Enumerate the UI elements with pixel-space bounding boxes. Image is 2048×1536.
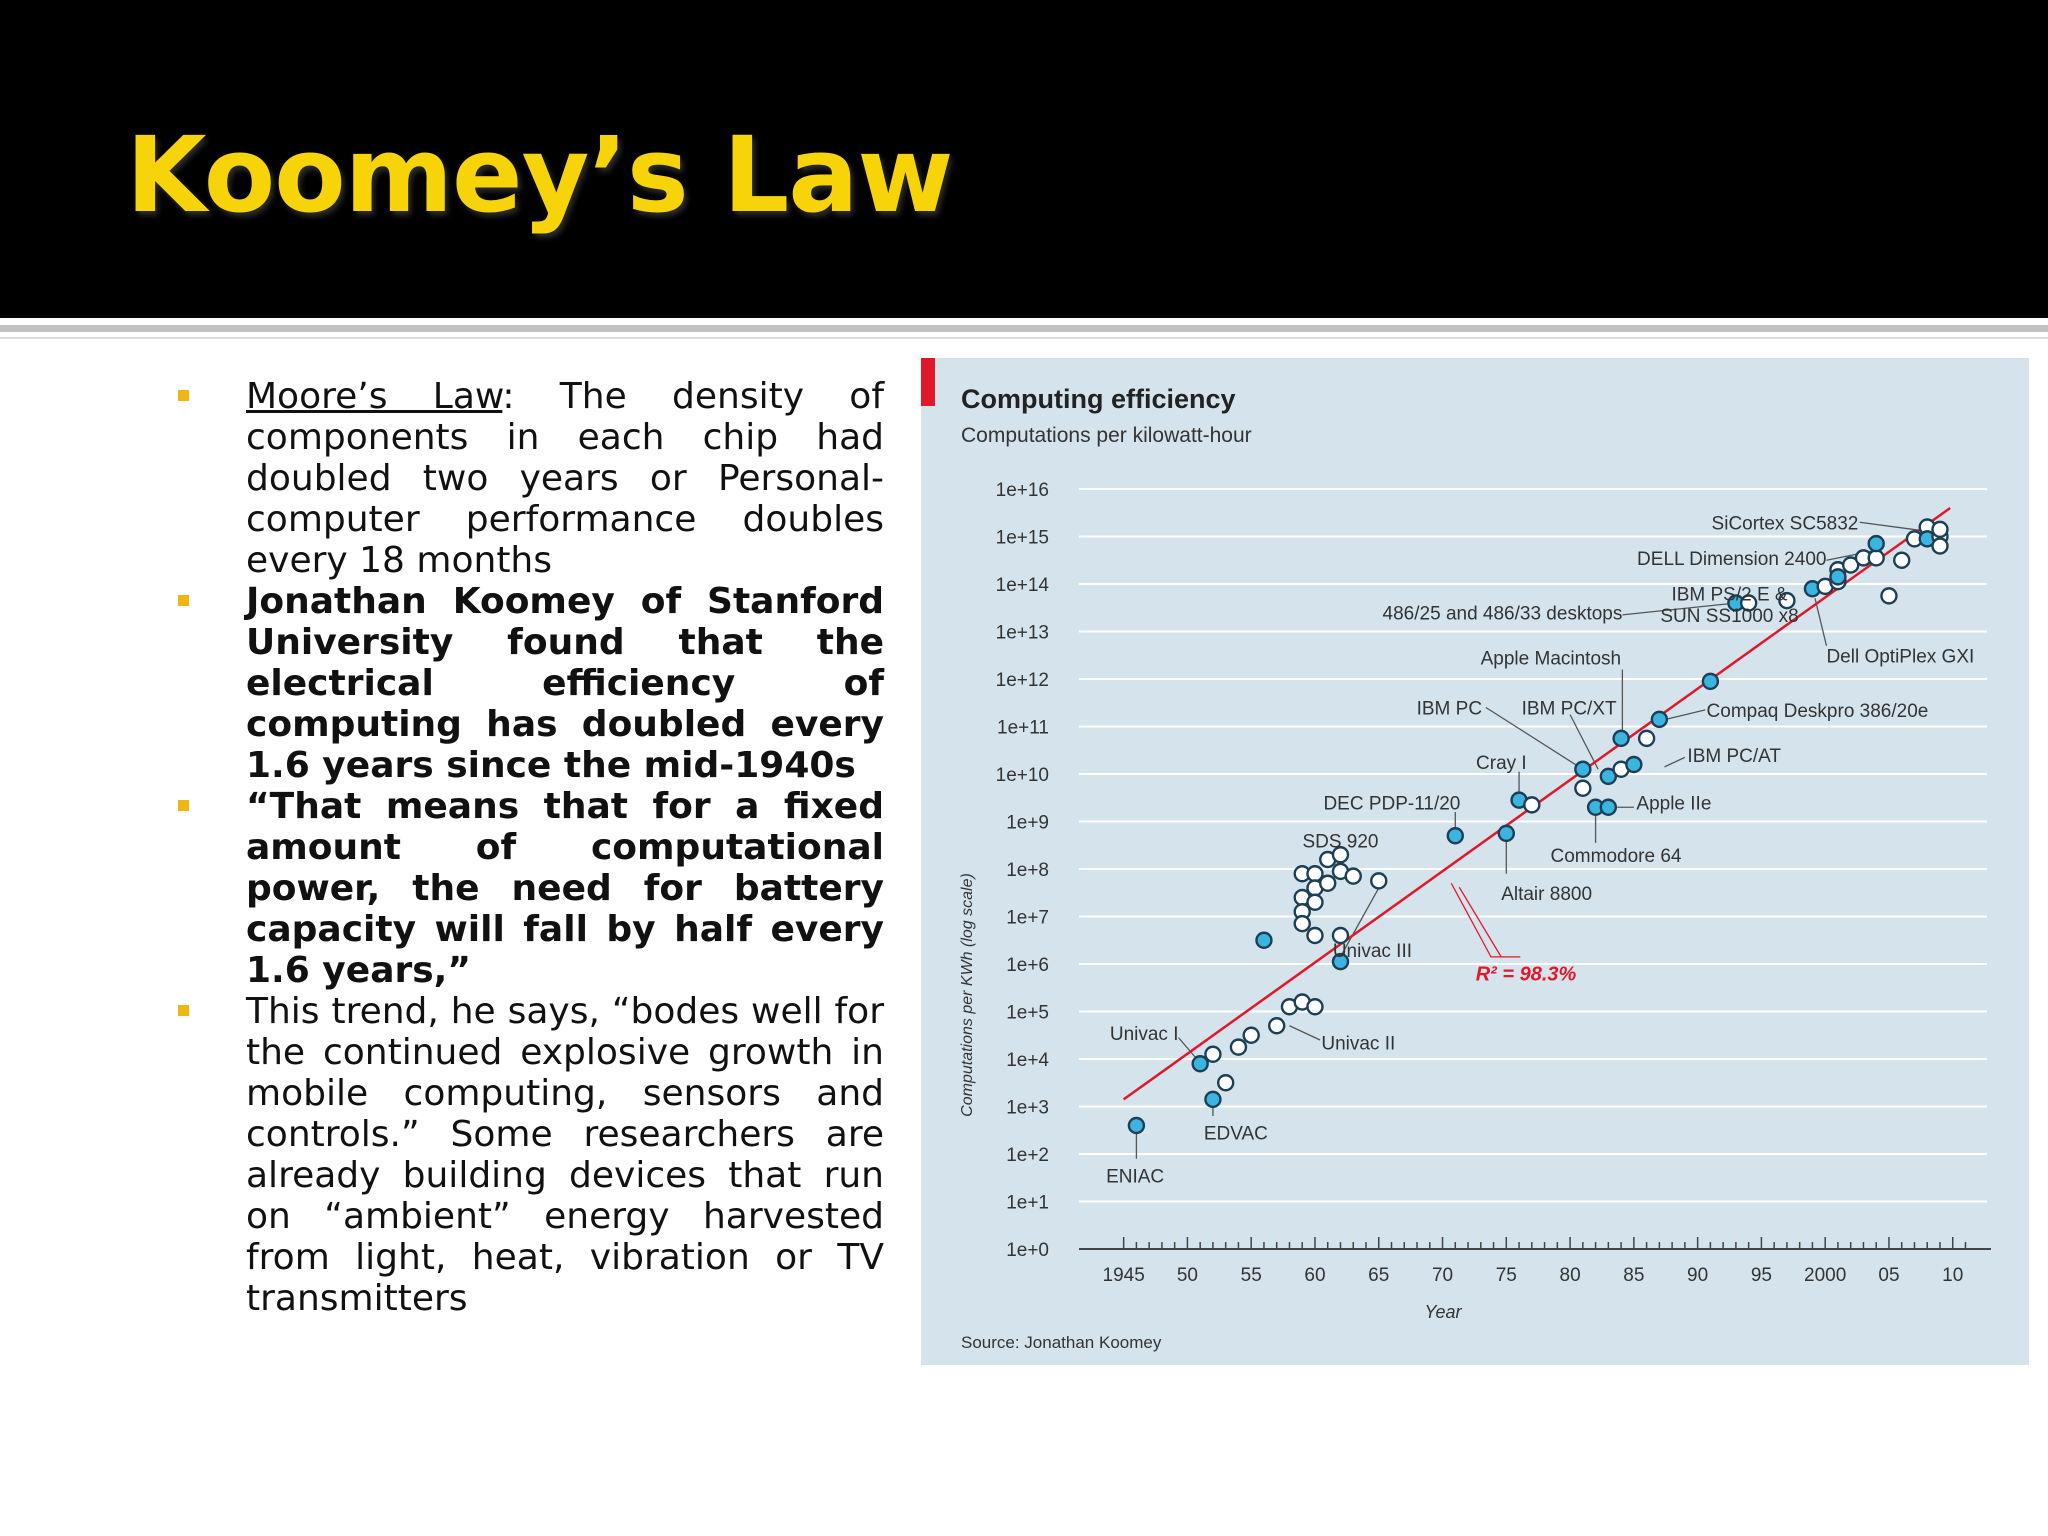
x-tick-label: 80 [1559, 1265, 1581, 1286]
point-label: SiCortex SC5832 [1711, 513, 1859, 535]
bullet-item-quote [172, 786, 884, 991]
point-label: Dell OptiPlex GXI [1826, 646, 1975, 668]
y-tick-label: 1e+15 [995, 527, 1049, 549]
data-point-open [1639, 731, 1654, 746]
point-label: Apple IIe [1636, 793, 1712, 815]
bullet-item-koomey [172, 581, 884, 786]
divider-rule-thin [0, 337, 2048, 339]
data-point-filled [1703, 674, 1718, 689]
leader-line [1289, 1026, 1320, 1040]
x-tick-label: 10 [1942, 1265, 1964, 1286]
chart-title: Computing efficiency [961, 384, 1236, 414]
bullet-text: : The density of components in each chip had doubled two years or Personal-computer performance doubles every 18 months [246, 376, 884, 581]
point-label: ENIAC [1106, 1166, 1165, 1188]
y-tick-label: 1e+2 [1006, 1145, 1049, 1166]
data-point-open [1269, 1018, 1284, 1033]
y-tick-label: 1e+10 [995, 765, 1049, 786]
x-tick-label: 55 [1240, 1265, 1262, 1286]
x-tick-label: 2000 [1804, 1265, 1847, 1286]
y-tick-label: 1e+1 [1006, 1192, 1049, 1214]
x-tick-label: 95 [1750, 1265, 1772, 1286]
point-label: 486/25 and 486/33 desktops [1382, 603, 1623, 625]
chart-subtitle: Computations per kilowatt-hour [961, 424, 1252, 447]
data-point-open [1869, 550, 1884, 565]
bullet-list [172, 376, 884, 1319]
data-point-filled [1614, 731, 1629, 746]
data-point-open [1575, 781, 1590, 796]
chart-panel [921, 358, 2029, 1365]
point-label: Cray I [1476, 753, 1527, 775]
y-tick-label: 1e+9 [1006, 812, 1049, 834]
accent-bar [921, 358, 935, 406]
y-tick-label: 1e+0 [1006, 1240, 1049, 1261]
data-point-filled [1626, 757, 1641, 772]
data-point-filled [1448, 828, 1463, 843]
x-tick-label: 60 [1304, 1265, 1326, 1286]
y-axis-label: Computations per KWh (log scale) [959, 873, 976, 1117]
x-axis [1079, 1237, 1991, 1249]
data-point-open [1244, 1028, 1259, 1043]
point-label: EDVAC [1203, 1123, 1268, 1145]
leader-line [1664, 757, 1684, 767]
r-squared-label: R² = 98.3% [1475, 963, 1577, 986]
y-tick-label: 1e+5 [1006, 1002, 1049, 1024]
data-point-filled [1499, 826, 1514, 841]
y-tick-label: 1e+14 [995, 575, 1049, 596]
y-axis-tick-labels [996, 480, 1050, 1261]
chart-source: Source: Jonathan Koomey [961, 1333, 1162, 1352]
slide-title: Koomey’s Law [126, 114, 953, 236]
point-label: Altair 8800 [1501, 883, 1593, 905]
point-label: IBM PC [1416, 698, 1483, 720]
data-point-open [1881, 588, 1896, 603]
leader-line [1815, 598, 1826, 646]
data-point-filled [1205, 1092, 1220, 1107]
bullet-text: “That means that for a fixed amount of computational power, the need for battery capacity will fall by half every 1.6 years,” [246, 786, 884, 991]
data-point-open [1346, 869, 1361, 884]
point-label: Compaq Deskpro 386/20e [1706, 700, 1929, 722]
x-axis-label: Year [1424, 1302, 1462, 1322]
data-point-open [1295, 916, 1310, 931]
y-tick-label: 1e+11 [997, 717, 1049, 739]
point-annotations [1106, 513, 1974, 1187]
data-point-open [1218, 1075, 1233, 1090]
data-point-open [1524, 797, 1539, 812]
leader-line [1666, 710, 1706, 720]
x-tick-label: 65 [1368, 1265, 1390, 1286]
point-label: DELL Dimension 2400 [1637, 548, 1827, 570]
point-label: Univac I [1109, 1023, 1179, 1045]
data-point-open [1371, 873, 1386, 888]
r-squared-leader [1459, 887, 1501, 957]
data-point-filled [1869, 536, 1884, 551]
title-bar [0, 0, 2048, 318]
y-tick-label: 1e+13 [995, 622, 1049, 644]
data-point-filled [1575, 762, 1590, 777]
data-point-open [1932, 522, 1947, 537]
point-label: SUN SS1000 x8 [1660, 605, 1799, 627]
x-tick-label: 05 [1878, 1265, 1900, 1286]
data-point-open [1320, 876, 1335, 891]
data-point-open [1307, 895, 1322, 910]
point-label: Univac II [1321, 1033, 1396, 1055]
bullet-text: This trend, he says, “bodes well for the continued explosive growth in mobile computing, sensors and controls.” Some researchers are already building devices that run on “ambient” energy harvested from light, heat, vibration or TV transmitters [246, 991, 884, 1319]
y-tick-label: 1e+4 [1006, 1050, 1049, 1071]
square-bullet-icon [178, 1005, 189, 1016]
point-label: SDS 920 [1302, 831, 1379, 853]
x-tick-label: 1945 [1102, 1265, 1145, 1286]
data-point-open [1894, 553, 1909, 568]
y-tick-label: 1e+8 [1006, 860, 1049, 881]
data-point-filled [1830, 569, 1845, 584]
data-point-open [1231, 1040, 1246, 1055]
data-point-open [1932, 539, 1947, 554]
x-tick-label: 75 [1495, 1265, 1517, 1286]
square-bullet-icon [178, 595, 189, 606]
bullet-lead-term: Moore’s Law [246, 376, 503, 417]
data-point-open [1307, 928, 1322, 943]
point-label: IBM PC/XT [1521, 698, 1617, 720]
data-point-filled [1256, 933, 1271, 948]
y-tick-label: 1e+7 [1006, 907, 1049, 929]
data-point-filled [1601, 800, 1616, 815]
x-tick-label: 85 [1623, 1265, 1645, 1286]
x-tick-label: 50 [1176, 1265, 1198, 1286]
data-point-open [1307, 999, 1322, 1014]
square-bullet-icon [178, 800, 189, 811]
point-label: Apple Macintosh [1480, 648, 1622, 670]
point-label: IBM PC/AT [1687, 746, 1782, 767]
y-tick-label: 1e+6 [1006, 955, 1049, 976]
x-tick-label: 90 [1687, 1265, 1709, 1286]
point-label: Commodore 64 [1550, 845, 1682, 867]
y-tick-label: 1e+12 [995, 670, 1049, 691]
x-tick-label: 70 [1431, 1265, 1454, 1286]
point-label: IBM PS/2 E & [1671, 584, 1788, 606]
y-tick-label: 1e+16 [995, 480, 1049, 501]
data-point-filled [1129, 1118, 1144, 1133]
bullet-item-moores-law [172, 376, 884, 581]
bullet-text: Jonathan Koomey of Stanford University found that the electrical efficiency of computing has doubled every 1.6 years since the mid-1940s [246, 581, 884, 786]
data-point-filled [1652, 712, 1667, 727]
computing-efficiency-chart [921, 358, 2029, 1365]
square-bullet-icon [178, 390, 189, 401]
y-tick-label: 1e+3 [1006, 1097, 1049, 1119]
divider-rule [0, 325, 2048, 332]
data-point-open [1205, 1047, 1220, 1062]
point-label: Univac III [1332, 940, 1413, 962]
x-axis-tick-labels [1103, 1265, 1964, 1286]
point-label: DEC PDP-11/20 [1323, 793, 1461, 815]
bullet-item-trend [172, 991, 884, 1319]
